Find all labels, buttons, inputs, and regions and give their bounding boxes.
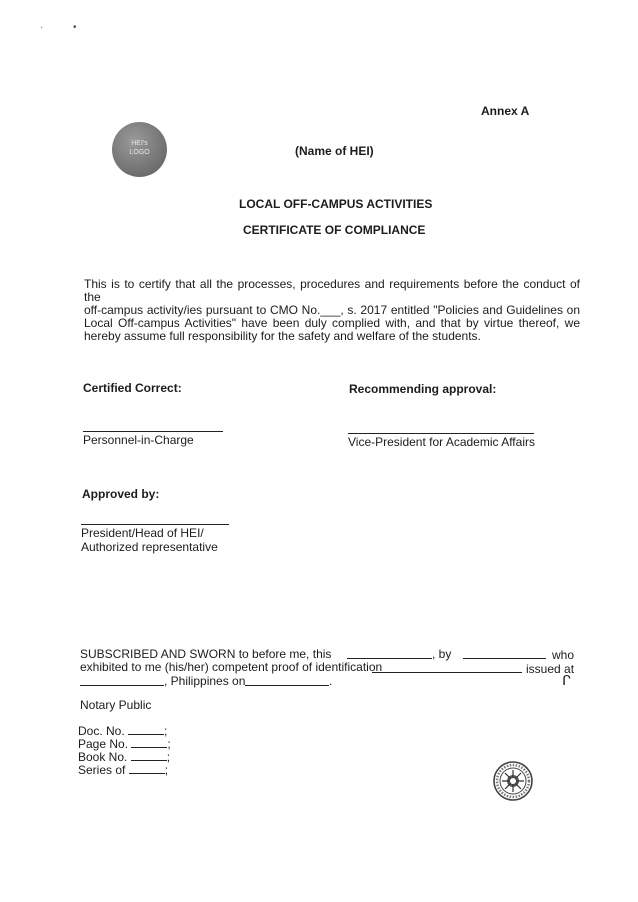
sworn-text-line2: exhibited to me (his/her) competent proof of identification <box>80 660 383 674</box>
sworn-philippines-on: , Philippines on <box>164 674 246 688</box>
president-label-line1: President/Head of HEI/ <box>81 526 204 540</box>
sworn-period: . <box>329 674 333 688</box>
doc-no-blank <box>128 725 164 735</box>
certified-correct-label: Certified Correct: <box>83 381 182 395</box>
doc-no-field <box>78 724 167 738</box>
doc-no-suffix: ; <box>164 724 168 738</box>
certification-paragraph <box>84 278 580 343</box>
paragraph-line: off-campus activity/ies pursuant to CMO No.___, s. 2017 entitled "Policies and Guidelines on <box>84 303 580 317</box>
signature-line-vp <box>348 433 534 434</box>
paragraph-line: This is to certify that all the processes, procedures and requirements before the conduct of the <box>84 277 580 304</box>
scan-speck: · <box>40 22 44 33</box>
series-of-field <box>78 763 168 777</box>
series-of-suffix: ; <box>164 763 169 777</box>
book-no-blank <box>131 751 167 761</box>
signature-line-personnel <box>83 431 223 432</box>
book-no-suffix: ; <box>166 750 171 764</box>
president-label-line2: Authorized representative <box>81 540 218 554</box>
logo-line2: LOGO <box>129 149 150 156</box>
recommending-approval-label: Recommending approval: <box>349 382 497 396</box>
book-no-label: Book No. <box>78 750 128 764</box>
signature-line-president <box>81 524 229 525</box>
series-of-blank <box>129 764 165 774</box>
sworn-by: , by <box>432 647 452 661</box>
title-line2: CERTIFICATE OF COMPLIANCE <box>243 223 426 237</box>
notary-public-label: Notary Public <box>80 698 152 712</box>
sworn-issued-at: issued at <box>526 662 575 676</box>
book-no-field <box>78 750 170 764</box>
blank-name-line <box>463 658 546 659</box>
doc-no-label: Doc. No. <box>78 724 125 738</box>
approved-by-label: Approved by: <box>82 487 160 501</box>
vp-academic-affairs-label: Vice-President for Academic Affairs <box>348 435 535 449</box>
page-no-suffix: ; <box>167 737 171 751</box>
blank-date-line <box>347 658 432 659</box>
hei-logo-placeholder <box>112 122 167 177</box>
hei-name: (Name of HEI) <box>295 144 374 158</box>
scan-speck: • <box>73 22 77 33</box>
paragraph-line: Local Off-campus Activities" have been duly complied with, and that by virtue thereof, we <box>84 316 580 330</box>
personnel-in-charge-label: Personnel-in-Charge <box>83 433 194 447</box>
logo-line1: HEI's <box>131 140 148 147</box>
blank-place-line <box>80 685 164 686</box>
annex-label: Annex A <box>481 104 530 118</box>
page-no-label: Page No. <box>78 737 129 751</box>
sworn-text-part1: SUBSCRIBED AND SWORN to before me, this <box>80 647 332 661</box>
title-line1: LOCAL OFF-CAMPUS ACTIVITIES <box>239 197 433 211</box>
blank-id-line <box>372 672 522 673</box>
blank-date-line-2 <box>245 685 329 686</box>
sworn-who: who <box>552 648 575 662</box>
series-of-label: Series of <box>78 763 126 777</box>
paragraph-line: hereby assume full responsibility for the safety and welfare of the students. <box>84 329 481 343</box>
page-no-blank <box>131 738 167 748</box>
official-seal-icon <box>492 760 534 802</box>
pen-mark: ᒋ <box>562 672 571 688</box>
page-no-field <box>78 737 171 751</box>
